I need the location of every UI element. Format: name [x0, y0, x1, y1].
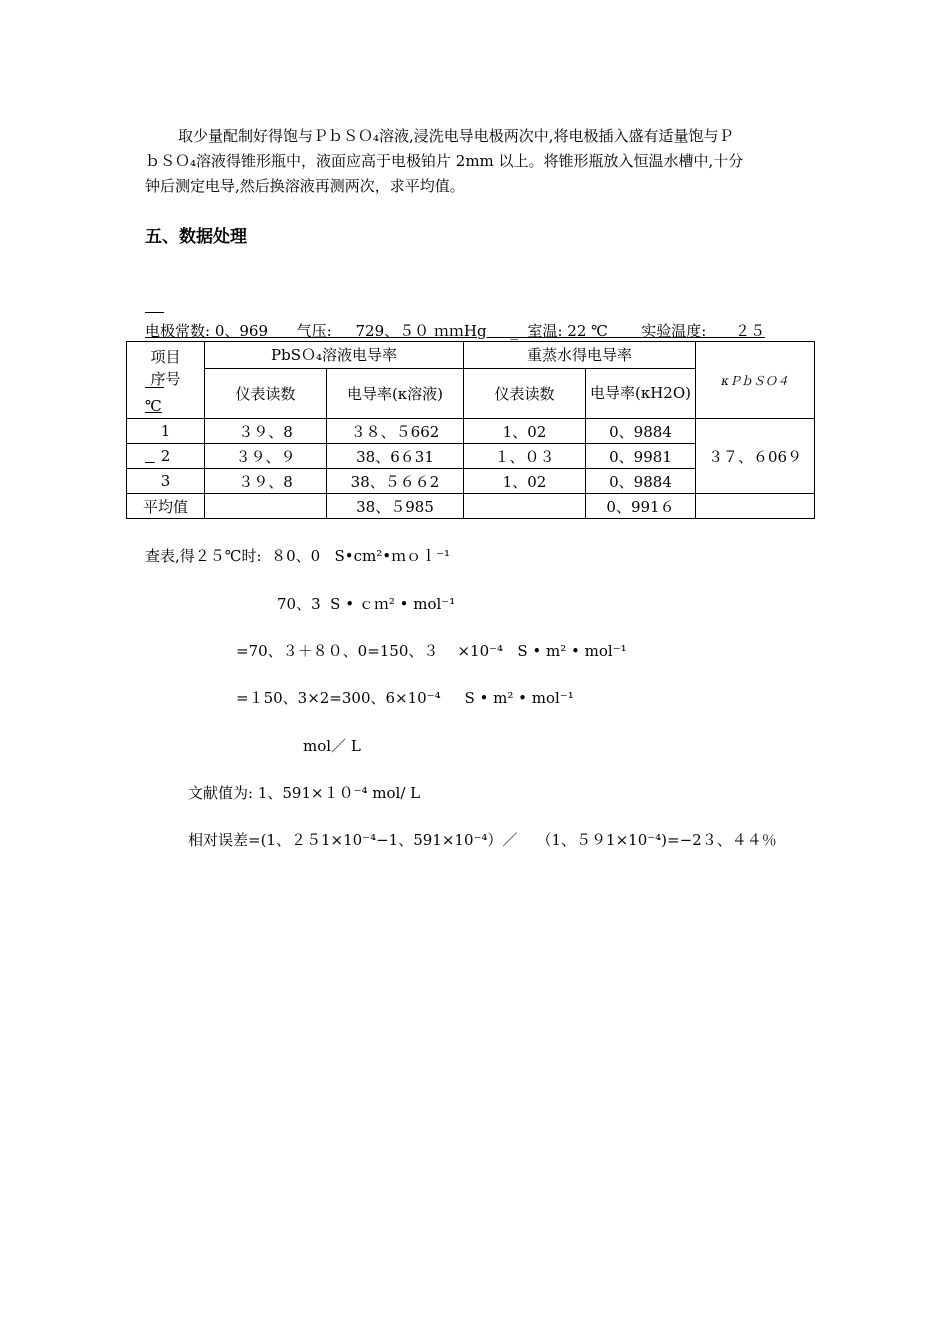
conductivity-cell: ３８、５662	[327, 419, 464, 444]
meter-reading-cell: ３９、９	[205, 444, 327, 469]
meter-reading-cell: ３９、8	[205, 419, 327, 444]
calc-line-2: 70、3 S • ｃｍ² • mol⁻¹	[277, 595, 456, 613]
water-conductivity-cell: 0、9981	[586, 444, 696, 469]
conductivity-cell: 38、５６６2	[327, 469, 464, 494]
water-meter-reading-cell: 1、02	[464, 469, 586, 494]
conductivity-cell: 38、6６31	[327, 444, 464, 469]
header-conductivity-water: 电导率(κH2O)	[586, 368, 696, 418]
row-number: 3	[127, 469, 205, 494]
average-conductivity: 38、５985	[327, 494, 464, 519]
calc-line-1: 查表,得２５℃时: ８0、0 S•cm²•ｍｏｌ⁻¹	[145, 547, 451, 565]
conductivity-table	[126, 341, 815, 519]
intro-paragraph	[145, 124, 805, 199]
average-water-meter-reading	[464, 494, 586, 519]
average-label: 平均值	[127, 494, 205, 519]
water-meter-reading-cell: １、０３	[464, 444, 586, 469]
intro-line-3: 钟后测定电导,然后换溶液再测两次，求平均值。	[145, 177, 465, 195]
row-number: 2	[127, 444, 205, 469]
parameters-line-1: 电极常数: 0、969 气压: 729、５０ ｍｍHg _ 室温: 22 ℃ 实验温度: ２５	[145, 322, 765, 340]
intro-line-1: 取少量配制好得饱与ＰｂＳＯ₄溶液,浸洗电导电极两次中,将电极插入盛有适量饱与Ｐ	[178, 127, 734, 145]
meter-reading-cell: ３９、8	[205, 469, 327, 494]
calc-line-4: =１50、3×2=300、6×10⁻⁴ S • m² • mol⁻¹	[236, 689, 574, 707]
header-meter-reading: 仪表读数	[205, 368, 327, 418]
average-empty-cell	[696, 494, 815, 519]
relative-error: 相对误差=(1、２５1×10⁻⁴−1、591×10⁻⁴）／ （1、５９1×10⁻⁴)=−2３、４４％	[188, 831, 777, 849]
water-conductivity-cell: 0、9884	[586, 469, 696, 494]
water-meter-reading-cell: 1、02	[464, 419, 586, 444]
header-conductivity-solution: 电导率(κ溶液)	[327, 368, 464, 418]
kappa-pbso4-value: ３７、６06９	[696, 419, 815, 494]
header-pbso4-conductivity: PbSＯ₄溶液电导率	[205, 342, 464, 369]
header-kappa-pbso4: κＰｂＳＯ４	[696, 342, 815, 419]
section-heading: 五、数据处理	[145, 227, 247, 247]
row-number: 1	[127, 419, 205, 444]
average-water-conductivity: 0、991６	[586, 494, 696, 519]
header-item-number: 项目 序号	[127, 342, 205, 419]
literature-value: 文献值为: 1、591×１０⁻⁴ mol/ L	[188, 784, 421, 802]
calc-line-5: mol／ L	[303, 737, 361, 755]
header-water-conductivity: 重蒸水得电导率	[464, 342, 696, 369]
parameters-line-2: ℃	[145, 397, 162, 415]
calc-line-3: =70、３＋８０、0=150、３ ×10⁻⁴ S • m² • mol⁻¹	[236, 642, 627, 660]
table-row-average	[127, 494, 815, 519]
intro-line-2: ｂＳＯ₄溶液得锥形瓶中，液面应高于电极铂片 2mm 以上。将锥形瓶放入恒温水槽中,十分	[145, 152, 744, 170]
table-row	[127, 419, 815, 444]
header-meter-reading-water: 仪表读数	[464, 368, 586, 418]
water-conductivity-cell: 0、9884	[586, 419, 696, 444]
average-meter-reading	[205, 494, 327, 519]
